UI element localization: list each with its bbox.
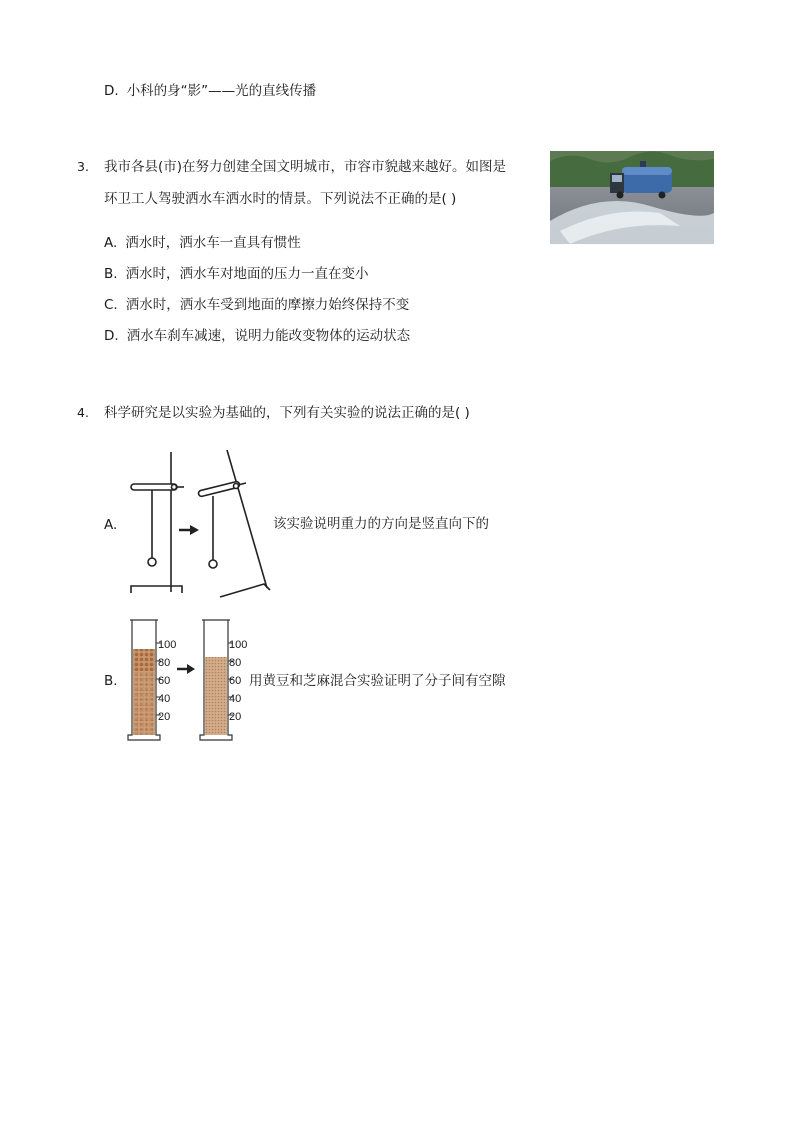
scale-label: 100	[158, 639, 177, 651]
option-label: D.	[104, 328, 119, 344]
q4-option-b-label[interactable]: B.	[104, 673, 118, 689]
q3-stem-line1: 我市各县(市)在努力创建全国文明城市，市容市貌越来越好。如图是	[104, 159, 507, 175]
option-text: 洒水时，洒水车对地面的压力一直在变小	[125, 266, 369, 282]
q3-stem-line2: 环卫工人驾驶洒水车洒水时的情景。下列说法不正确的是( )	[104, 191, 457, 207]
question-number: 4.	[77, 405, 89, 420]
q4-option-a-label[interactable]: A.	[104, 517, 118, 533]
scale-label: 20	[229, 711, 242, 723]
q3-option-d[interactable]	[104, 326, 410, 346]
scale-label: 80	[158, 657, 171, 669]
q3-option-b[interactable]	[104, 264, 369, 284]
q3-option-c[interactable]	[104, 295, 409, 315]
sprinkler-truck-photo	[550, 151, 714, 244]
scale-label: 100	[229, 639, 248, 651]
question-number: 3.	[77, 159, 89, 174]
scale-label: 20	[158, 711, 171, 723]
scale-label: 40	[158, 693, 171, 705]
scale-label: 40	[229, 693, 242, 705]
option-text: 洒水时，洒水车受到地面的摩擦力始终保持不变	[125, 297, 410, 313]
option-text: 洒水时，洒水车一直具有惯性	[125, 235, 301, 251]
option-label: B.	[104, 266, 118, 282]
q4-stem: 科学研究是以实验为基础的，下列有关实验的说法正确的是( )	[104, 405, 470, 421]
option-text: 小科的身“影”——光的直线传播	[126, 83, 317, 99]
pendulum-stand-diagram	[124, 448, 272, 600]
option-text: 洒水车刹车减速，说明力能改变物体的运动状态	[126, 328, 411, 344]
q3-option-a[interactable]	[104, 233, 301, 253]
prev-option-d[interactable]	[104, 81, 316, 101]
option-label: C.	[104, 297, 118, 313]
q4-option-a-text: 该实验说明重力的方向是竖直向下的	[273, 516, 489, 532]
q4-option-b-text: 用黄豆和芝麻混合实验证明了分子间有空隙	[249, 673, 506, 689]
scale-label: 60	[229, 675, 242, 687]
option-label: D.	[104, 83, 119, 99]
option-label: A.	[104, 235, 118, 251]
right-cylinder-scale	[229, 636, 247, 726]
left-cylinder-scale	[158, 636, 176, 726]
scale-label: 60	[158, 675, 171, 687]
scale-label: 80	[229, 657, 242, 669]
